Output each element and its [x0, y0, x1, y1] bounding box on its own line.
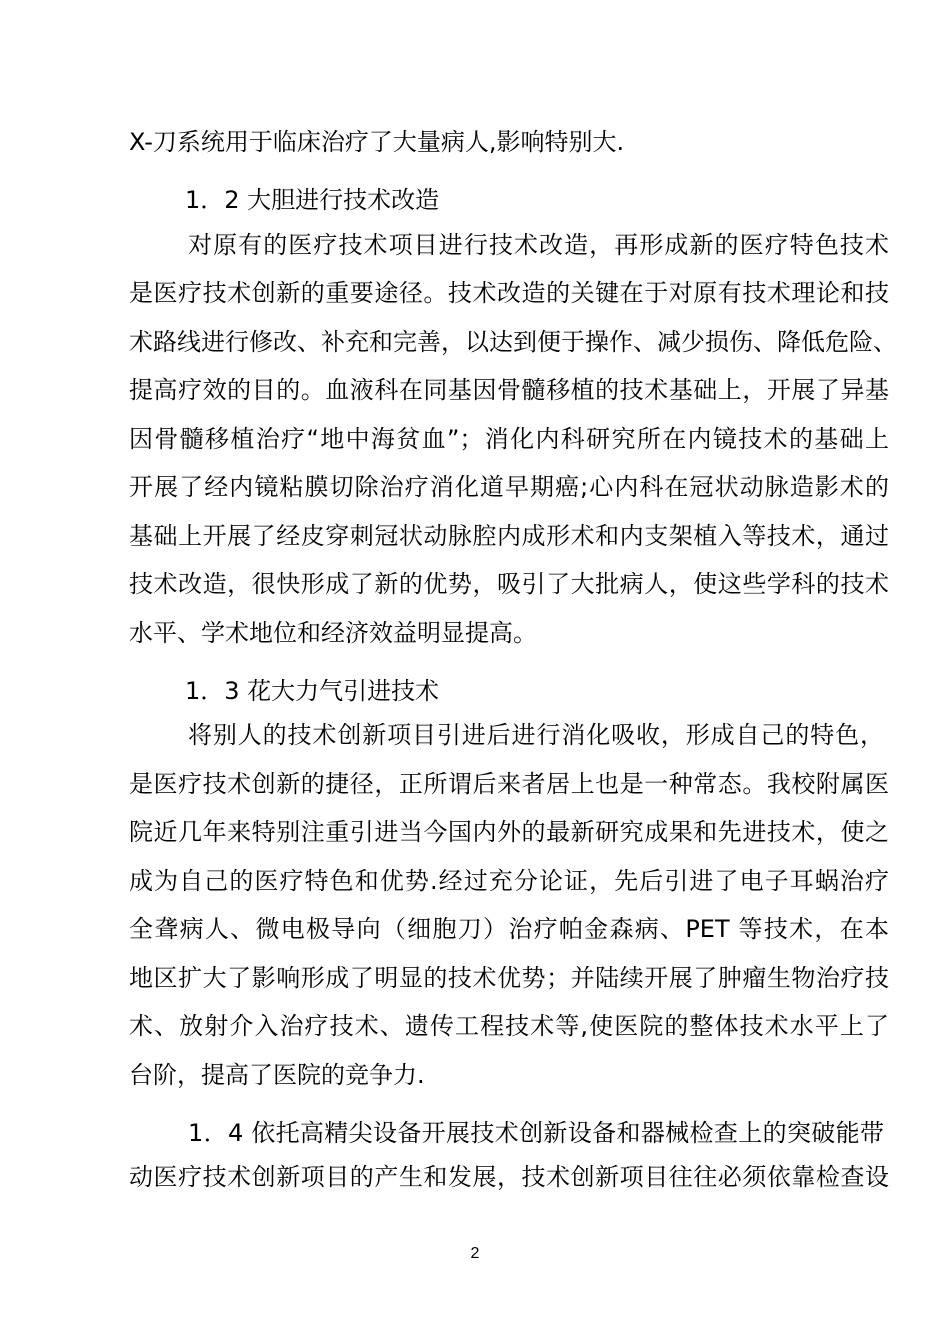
- text-line: 台阶，提高了医院的竞争力.: [129, 1061, 425, 1089]
- text-line: 是医疗技术创新的重要途径。技术改造的关键在于对原有技术理论和技: [129, 279, 889, 307]
- text-line: 将别人的技术创新项目引进后进行消化吸收，形成自己的特色，: [188, 721, 884, 749]
- text-line: 术路线进行修改、补充和完善，以达到便于操作、减少损伤、降低危险、: [129, 328, 897, 356]
- text-line: 地区扩大了影响形成了明显的技术优势；并陆续开展了肿瘤生物治疗技: [129, 964, 889, 992]
- text-line: 水平、学术地位和经济效益明显提高。: [129, 619, 537, 647]
- text-line: 是医疗技术创新的捷径，正所谓后来者居上也是一种常态。我校附属医: [129, 770, 889, 798]
- text-line: 基础上开展了经皮穿刺冠状动脉腔内成形术和内支架植入等技术，通过: [129, 522, 889, 550]
- section-heading: 1．2 大胆进行技术改造: [185, 186, 440, 214]
- text-line: 提高疗效的目的。血液科在同基因骨髓移植的技术基础上，开展了异基: [129, 376, 889, 404]
- text-line: 术、放射介入治疗技术、遗传工程技术等,使医院的整体技术水平上了: [129, 1012, 889, 1040]
- text-line: 因骨髓移植治疗“地中海贫血”；消化内科研究所在内镜技术的基础上: [129, 425, 889, 453]
- text-line: 成为自己的医疗特色和优势.经过充分论证，先后引进了电子耳蜗治疗: [129, 867, 889, 895]
- text-line: 动医疗技术创新项目的产生和发展，技术创新项目往往必须依靠检查设: [129, 1163, 889, 1191]
- section-heading: 1．3 花大力气引进技术: [185, 677, 440, 705]
- section-heading: 1．4 依托高精尖设备开展技术创新设备和器械检查上的突破能带: [188, 1119, 884, 1147]
- text-line: 对原有的医疗技术项目进行技术改造，再形成新的医疗特色技术: [188, 231, 889, 259]
- text-line: 全聋病人、微电极导向（细胞刀）治疗帕金森病、PET 等技术，在本: [129, 915, 889, 943]
- text-line: 技术改造，很快形成了新的优势，吸引了大批病人，使这些学科的技术: [129, 570, 889, 598]
- page-number: 2: [470, 1245, 480, 1262]
- text-line: 院近几年来特别注重引进当今国内外的最新研究成果和先进技术，使之: [129, 818, 889, 846]
- text-line: X-刀系统用于临床治疗了大量病人,影响特别大.: [129, 128, 625, 156]
- text-line: 开展了经内镜粘膜切除治疗消化道早期癌;心内科在冠状动脉造影术的: [129, 473, 889, 501]
